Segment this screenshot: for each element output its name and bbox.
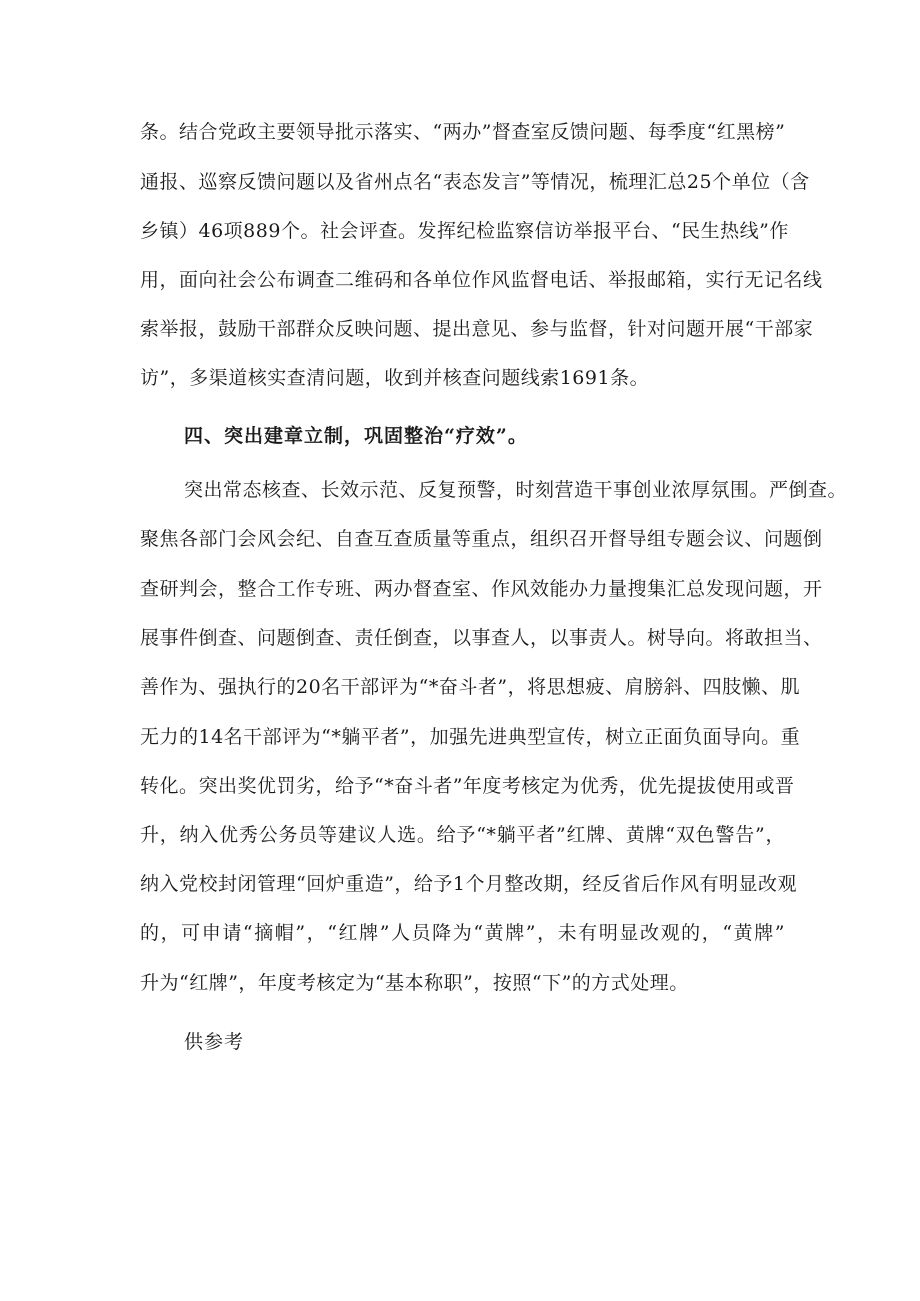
paragraph-2-line-10: 的，可申请“摘帽”，“红牌”人员降为“黄牌”，未有明显改观的，“黄牌” (140, 922, 785, 944)
section-heading: 四、突出建章立制，巩固整治“疗效”。 (184, 425, 528, 447)
paragraph-2-line-7: 转化。突出奖优罚劣，给予“*奋斗者”年度考核定为优秀，优先提拔使用或晋 (140, 775, 795, 797)
paragraph-1-line-6: 访”，多渠道核实查清问题，收到并核查问题线索1691条。 (140, 367, 650, 389)
paragraph-2-line-6: 无力的14名干部评为“*躺平者”，加强先进典型宣传，树立正面负面导向。重 (140, 726, 801, 748)
paragraph-2-line-8: 升，纳入优秀公务员等建议人选。给予“*躺平者”红牌、黄牌“双色警告”， (140, 824, 785, 846)
paragraph-2-line-11: 升为“红牌”，年度考核定为“基本称职”，按照“下”的方式处理。 (140, 972, 689, 994)
paragraph-2-line-9: 纳入党校封闭管理“回炉重造”，给予1个月整改期，经反省后作风有明显改观 (140, 873, 798, 895)
paragraph-1-line-5: 索举报，鼓励干部群众反映问题、提出意见、参与监督，针对问题开展“干部家 (140, 318, 814, 340)
paragraph-1-line-3: 乡镇）46项889个。社会评查。发挥纪检监察信访举报平台、“民生热线”作 (140, 220, 789, 242)
paragraph-2-line-5: 善作为、强执行的20名干部评为“*奋斗者”，将思想疲、肩膀斜、四肢懒、肌 (140, 676, 801, 698)
closing-note: 供参考 (184, 1031, 245, 1053)
paragraph-1-line-2: 通报、巡察反馈问题以及省州点名“表态发言”等情况，梳理汇总25个单位（含 (140, 171, 810, 193)
paragraph-2-line-2: 聚焦各部门会风会纪、自查互查质量等重点，组织召开督导组专题会议、问题倒 (140, 528, 823, 550)
paragraph-2-line-3: 查研判会，整合工作专班、两办督查室、作风效能办力量搜集汇总发现问题，开 (140, 578, 823, 600)
paragraph-2-line-1: 突出常态核查、长效示范、反复预警，时刻营造干事创业浓厚氛围。严倒查。 (184, 479, 848, 501)
paragraph-2-line-4: 展事件倒查、问题倒查、责任倒查，以事查人，以事责人。树导向。将敢担当、 (140, 627, 823, 649)
paragraph-1-line-4: 用，面向社会公布调查二维码和各单位作风监督电话、举报邮箱，实行无记名线 (140, 269, 823, 291)
paragraph-1-line-1: 条。结合党政主要领导批示落实、“两办”督查室反馈问题、每季度“红黑榜” (140, 121, 786, 143)
